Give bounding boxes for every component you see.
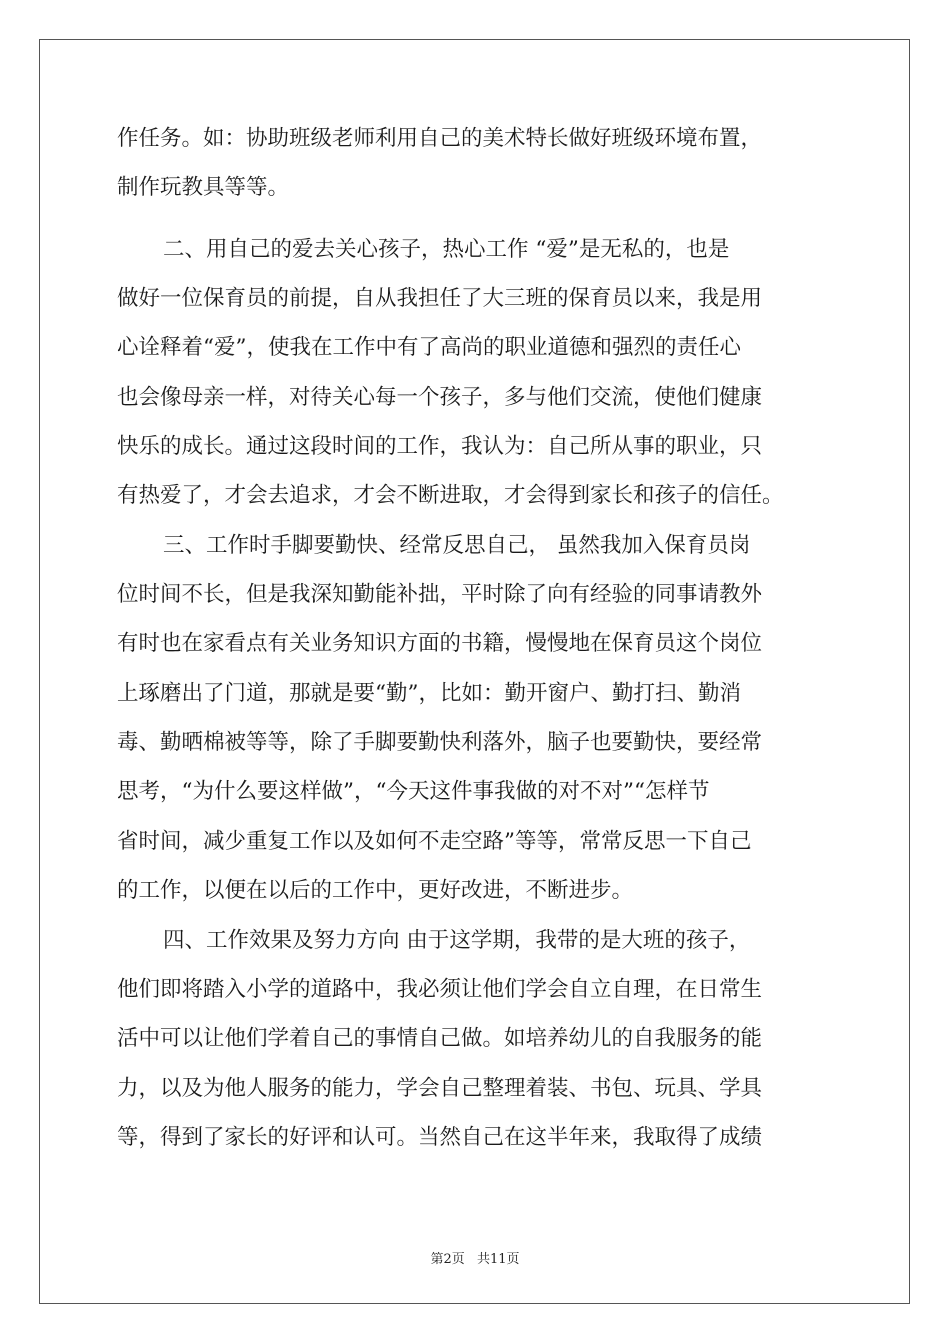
total-pages: 共11页 <box>476 1252 520 1267</box>
text-line: 有热爱了，才会去追求，才会不断进取，才会得到家长和孩子的信任。 <box>117 483 784 508</box>
text-line: 二、用自己的爱去关心孩子，热心工作 “爱”是无私的，也是 <box>163 237 730 262</box>
text-line: 快乐的成长。通过这段时间的工作，我认为：自己所从事的职业，只 <box>117 434 763 459</box>
text-line: 制作玩教具等等。 <box>117 175 290 200</box>
text-line: 活中可以让他们学着自己的事情自己做。如培养幼儿的自我服务的能 <box>117 1026 763 1051</box>
page-border <box>39 39 910 1304</box>
page-number: 第2页 <box>430 1252 465 1267</box>
text-line: 有时也在家看点有关业务知识方面的书籍，慢慢地在保育员这个岗位 <box>117 631 763 656</box>
text-line: 他们即将踏入小学的道路中，我必须让他们学会自立自理，在日常生 <box>117 977 763 1002</box>
text-line: 的工作，以便在以后的工作中，更好改进，不断进步。 <box>117 878 634 903</box>
text-line: 四、工作效果及努力方向 由于这学期，我带的是大班的孩子， <box>163 928 751 953</box>
text-line: 力，以及为他人服务的能力，学会自己整理着装、书包、玩具、学具 <box>117 1076 763 1101</box>
page-footer <box>0 1248 950 1267</box>
text-line: 等，得到了家长的好评和认可。当然自己在这半年来，我取得了成绩 <box>117 1125 763 1150</box>
text-line: 三、工作时手脚要勤快、经常反思自己， 虽然我加入保育员岗 <box>163 533 751 558</box>
text-line: 省时间，减少重复工作以及如何不走空路”等等，常常反思一下自己 <box>117 829 752 854</box>
text-line: 毒、勤晒棉被等等，除了手脚要勤快利落外，脑子也要勤快，要经常 <box>117 730 763 755</box>
text-line: 心诠释着“爱”，使我在工作中有了高尚的职业道德和强烈的责任心 <box>117 335 741 360</box>
text-line: 也会像母亲一样，对待关心每一个孩子，多与他们交流，使他们健康 <box>117 385 763 410</box>
text-line: 位时间不长，但是我深知勤能补拙，平时除了向有经验的同事请教外 <box>117 582 763 607</box>
text-line: 上琢磨出了门道，那就是要“勤”，比如：勤开窗户、勤打扫、勤消 <box>117 681 741 706</box>
text-line: 做好一位保育员的前提，自从我担任了大三班的保育员以来，我是用 <box>117 286 763 311</box>
text-line: 作任务。如：协助班级老师利用自己的美术特长做好班级环境布置， <box>117 126 763 151</box>
text-line: 思考，“为什么要这样做”，“今天这件事我做的对不对”“怎样节 <box>117 779 710 804</box>
